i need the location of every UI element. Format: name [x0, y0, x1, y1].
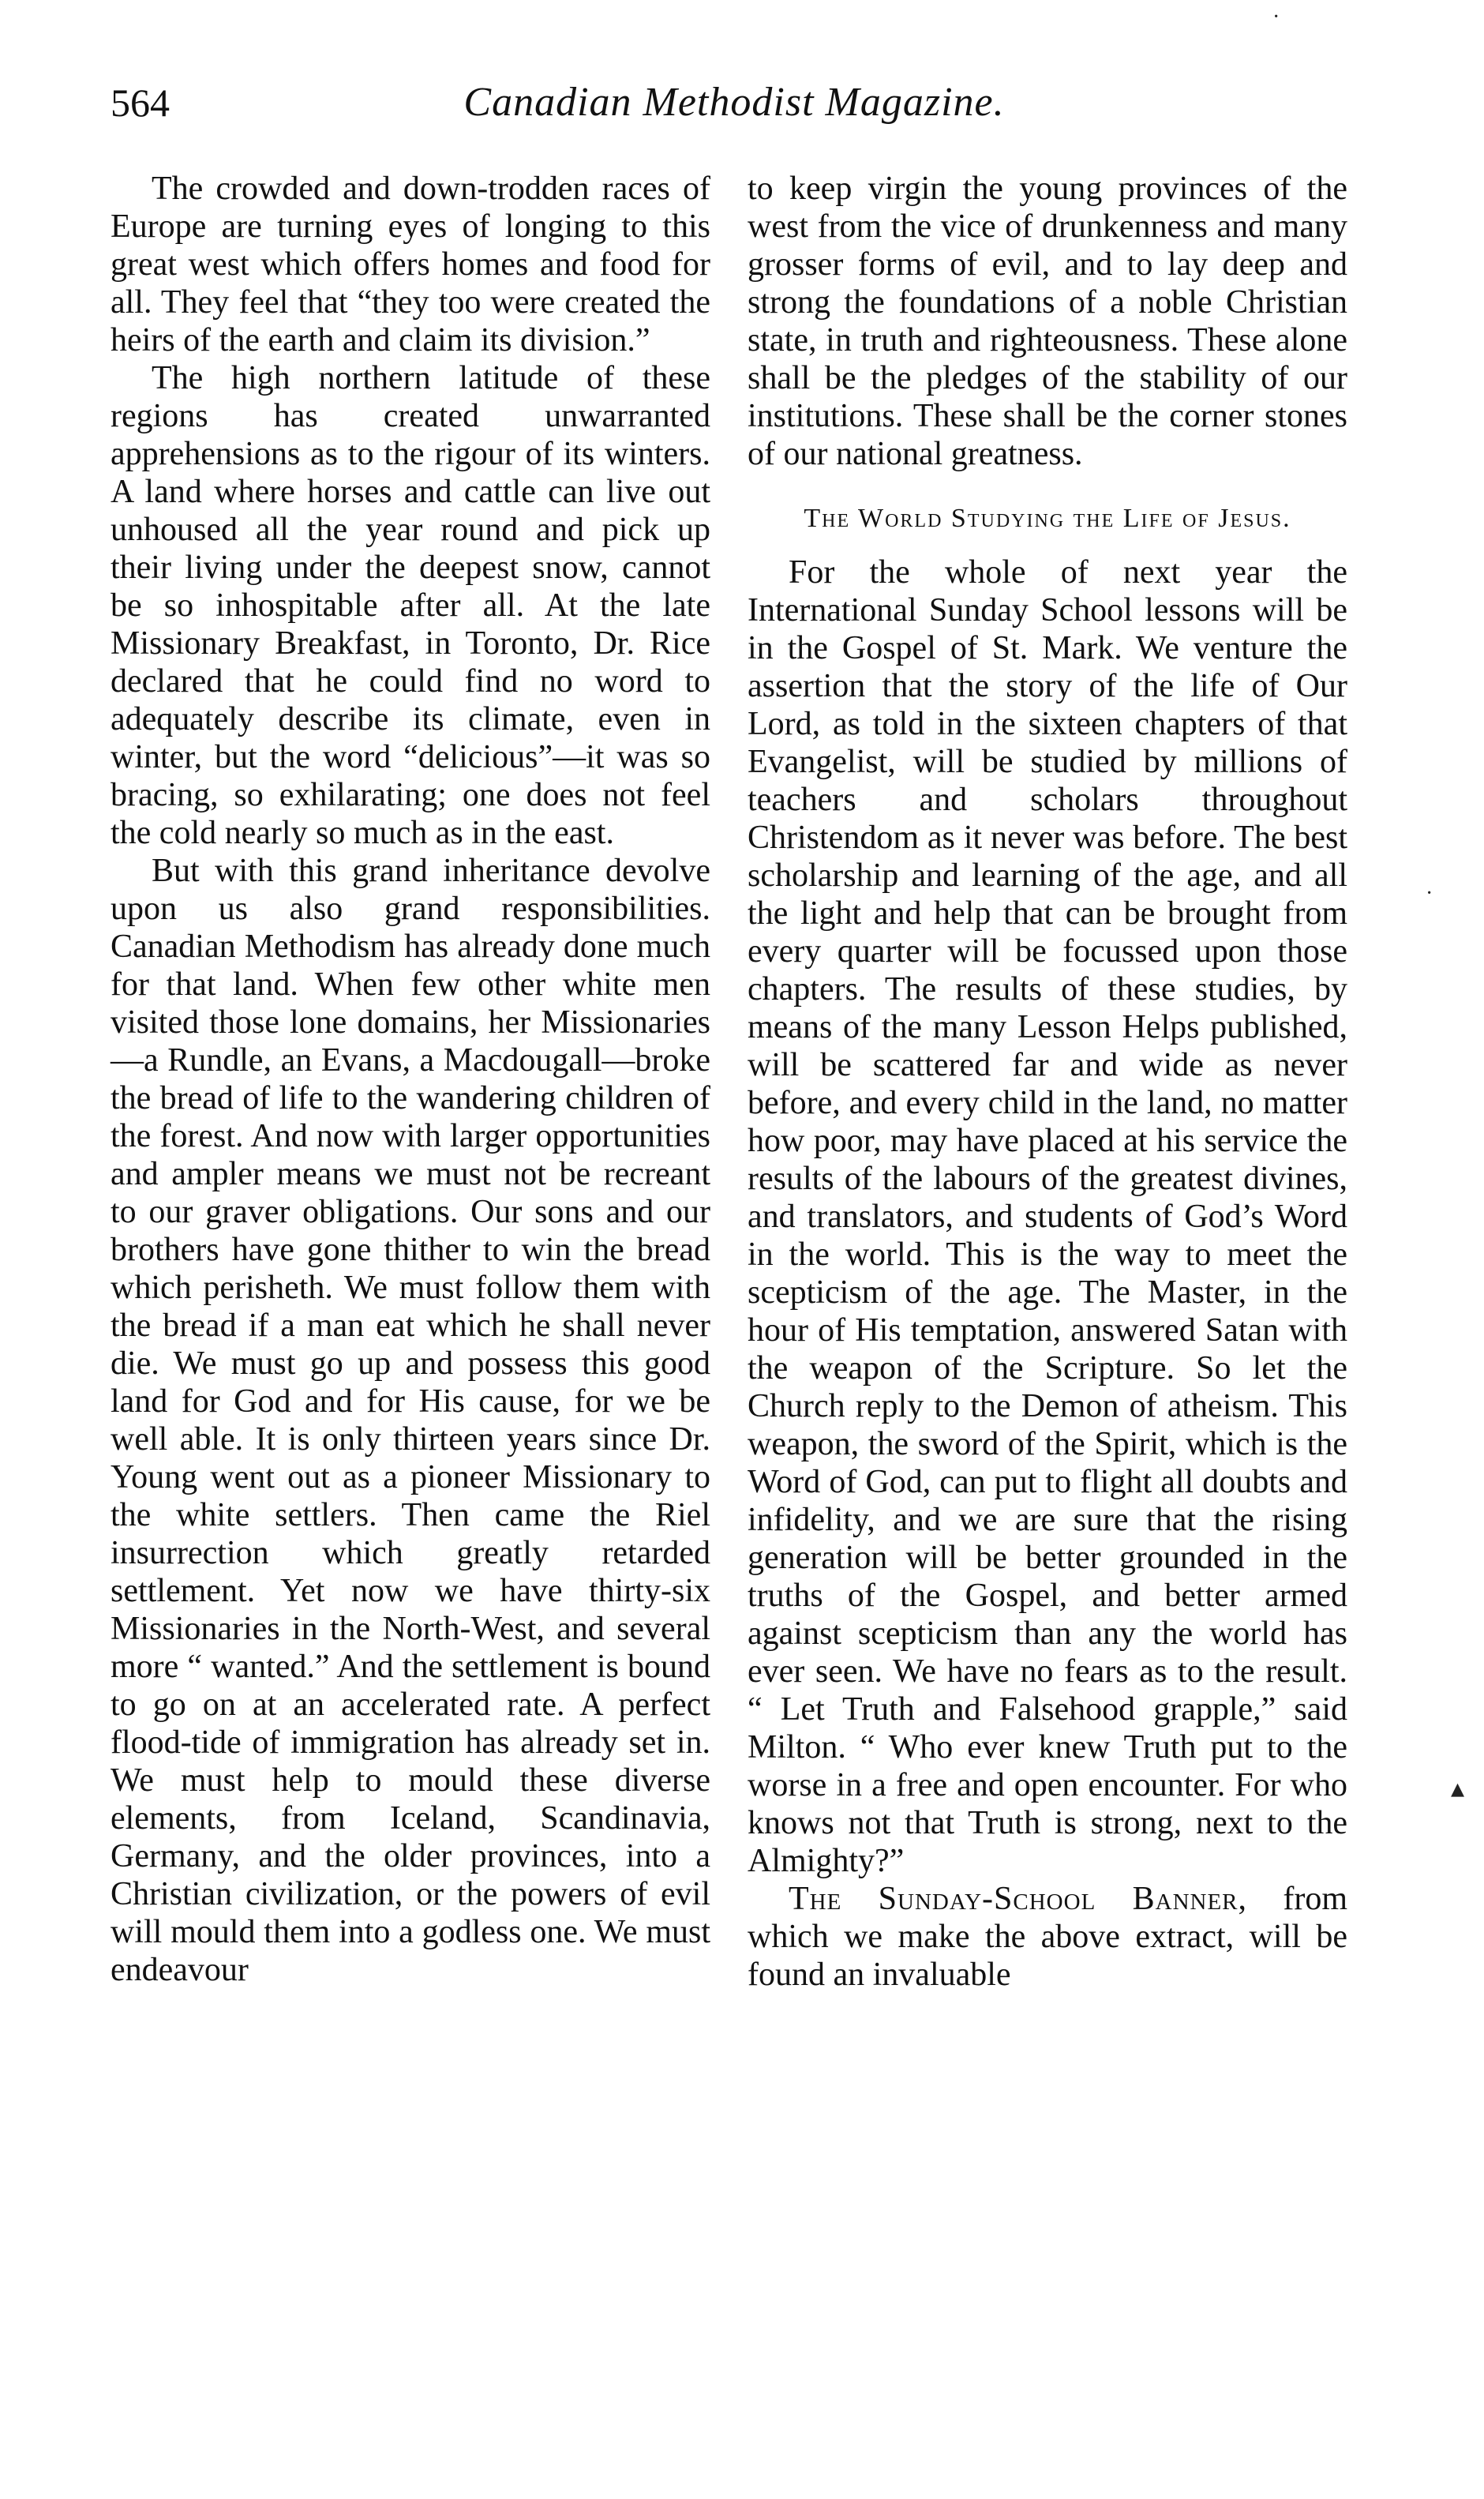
paragraph: The crowded and down-trodden races of Europe are turning eyes of longing to this great west which offers homes and food for all. They feel that “they too were created the heirs of the earth and claim its division.”: [111, 171, 710, 358]
paragraph: [748, 1880, 1347, 1994]
right-column: [748, 170, 1347, 1994]
print-speck: ·: [1272, 5, 1280, 29]
page-header: [111, 75, 1358, 130]
page-number: 564: [111, 81, 170, 125]
paragraph: But with this grand inheritance devolve upon us also grand responsibilities. Canadian Methodism has already done much for that land. When few other white men visited those lone domains, her Missionaries—a Rundle, an Evans, a Macdougall—broke the bread of life to the wandering children of the forest. And now with larger opportunities and ampler means we must not be recreant to our graver obligations. Our sons and our brothers have gone thither to win the bread which perisheth. We must follow them with the bread if a man eat which he shall never die. We must go up and possess this good land for God and for His cause, for we be well able. It is only thirteen years since Dr. Young went out as a pioneer Missionary to the white settlers. Then came the Riel insurrection which greatly retarded settlement. Yet now we have thirty-six Missionaries in the North-West, and several more “ wanted.” And the settlement is bound to go on at an accelerated rate. A perfect flood-tide of immigration has already set in. We must help to mould these diverse elements, from Iceland, Scandinavia, Germany, and the older provinces, into a Christian civilization, or the powers of evil will mould them into a godless one. We must endeavour: [111, 853, 710, 1988]
running-title: Canadian Methodist Magazine.: [463, 80, 1005, 125]
paragraph: For the whole of next year the International Sunday School lessons will be in the Gospel of St. Mark. We venture the assertion that the story of the life of Our Lord, as told in the sixteen chapters of that Evangelist, will be studied by millions of teachers and scholars throughout Christendom as it never was before. The best scholarship and learning of the age, and all the light and help that can be brought from every quarter will be focussed upon those chapters. The results of these studies, by means of the many Lesson Helps published, will be scattered far and wide as never before, and every child in the land, no matter how poor, may have placed at his service the results of the labours of the greatest divines, and translators, and students of God’s Word in the world. This is the way to meet the scepticism of the age. The Master, in the hour of His temptation, answered Satan with the weapon of the Scripture. So let the Church reply to the Demon of atheism. This weapon, the sword of the Spirit, which is the Word of God, can put to flight all doubts and infidelity, and we are sure that the rising generation will be better grounded in the truths of the Gospel, and better armed against scepticism than any the world has ever seen. We have no fears as to the result. “ Let Truth and Falsehood grapple,” said Milton. “ Who ever knew Truth put to the worse in a free and open encounter. For who knows not that Truth is strong, next to the Almighty?”: [748, 554, 1347, 1879]
paragraph-continuation: to keep virgin the young provinces of the west from the vice of drunkenness and many grosser forms of evil, and to lay deep and strong the foundations of a noble Christian state, in truth and righteousness. These alone shall be the pledges of the stability of our institutions. These shall be the corner stones of our national greatness.: [748, 171, 1347, 472]
paragraph-text: from which we make the above extract, will be found an invaluable: [748, 1881, 1347, 1993]
publication-name: The Sunday-School Banner,: [789, 1881, 1248, 1917]
print-speck: ▴: [1451, 1774, 1465, 1803]
print-speck: ·: [1426, 881, 1433, 906]
left-column: [111, 170, 710, 1989]
paragraph: The high northern latitude of these regions has created unwarranted apprehensions as to the rigour of its winters. A land where horses and cattle can live out unhoused all the year round and pick up their living under the deepest snow, cannot be so inhospitable after all. At the late Missionary Breakfast, in Toronto, Dr. Rice declared that he could find no word to adequately describe its climate, even in winter, but the word “delicious”—it was so bracing, so exhilarating; one does not feel the cold nearly so much as in the east.: [111, 360, 710, 851]
section-heading: The World Studying the Life of Jesus.: [804, 504, 1291, 533]
